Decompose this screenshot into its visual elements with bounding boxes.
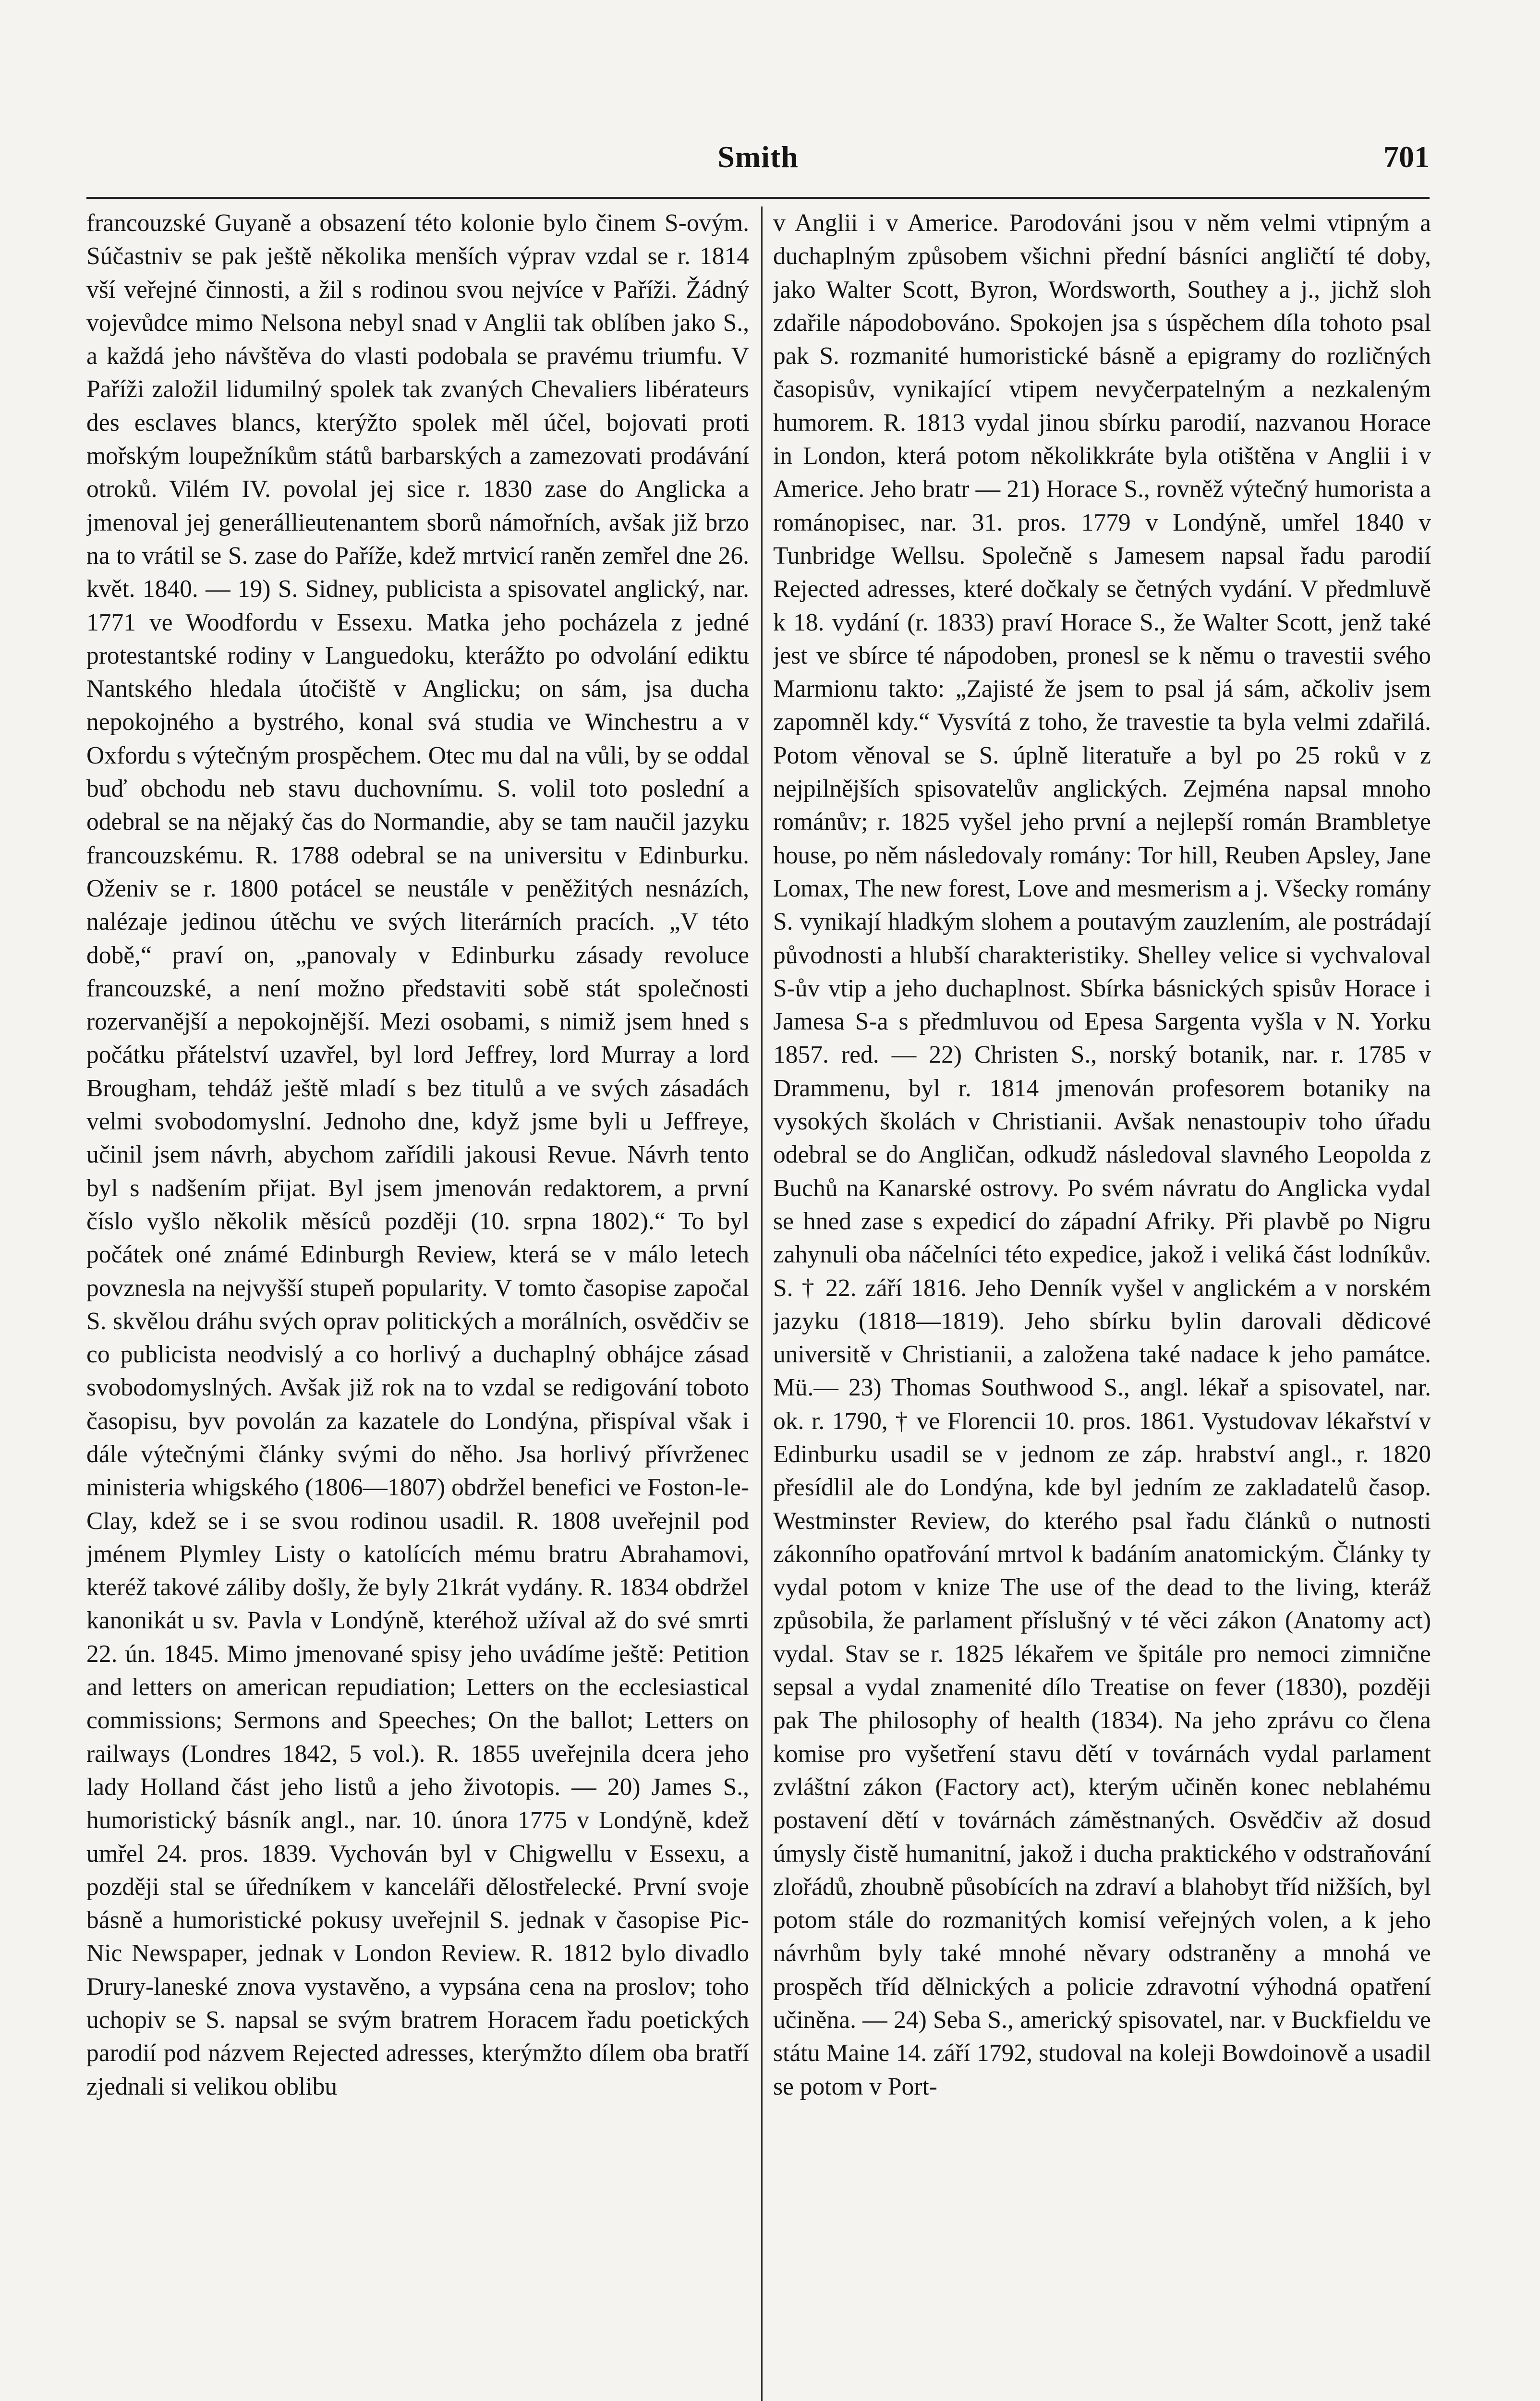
page-number: 701 [1383, 140, 1430, 174]
column-divider [761, 206, 763, 2401]
page-header [86, 139, 1430, 197]
right-column [773, 206, 1431, 2401]
right-column-text: v Anglii i v Americe. Parodováni jsou v něm velmi vtipným a duchaplným způsobem všichni přední básníci angličtí té doby, jako Walter Scott, Byron, Wordsworth, Southey a j., jichž sloh zdařile nápodobováno. Spokojen jsa s úspěchem díla tohoto psal pak S. rozmanité humoristické básně a epigramy do rozličných časopisův, vynikající vtipem nevyčerpatelným a nezkaleným humorem. R. 1813 vydal jinou sbírku parodií, nazvanou Horace in London, která potom několikkráte byla otištěna v Anglii i v Americe. Jeho bratr — 21) Horace S., rovněž výtečný humorista a románopisec, nar. 31. pros. 1779 v Londýně, umřel 1840 v Tunbridge Wellsu. Společně s Jamesem napsal řadu parodií Rejected adresses, které dočkaly se četných vydání. V předmluvě k 18. vydání (r. 1833) praví Horace S., že Walter Scott, jenž také jest ve sbírce té nápodoben, pronesl se k němu o travestii svého Marmionu takto: „Zajisté že jsem to psal já sám, ačkoliv jsem zapomněl kdy.“ Vysvítá z toho, že travestie ta byla velmi zdařilá. Potom věnoval se S. úplně literatuře a byl po 25 roků v z nejpilnějších spisovatelův anglických. Zejména napsal mnoho románův; r. 1825 vyšel jeho první a nejlepší román Brambletye house, po něm následovaly romány: Tor hill, Reuben Apsley, Jane Lomax, The new forest, Love and mesmerism a j. Všecky romány S. vynikají hladkým slohem a poutavým zauzlením, ale postrádají původnosti a hlubší charakteristiky. Shelley velice si vychvaloval S-ův vtip a jeho duchaplnost. Sbírka básnických spisův Horace i Jamesa S-a s předmluvou od Epesa Sargenta vyšla v N. Yorku 1857. red. — 22) Christen S., norský botanik, nar. r. 1785 v Drammenu, byl r. 1814 jmenován profesorem botaniky na vysokých školách v Christianii. Avšak nenastoupiv toho úřadu odebral se do Angličan, odkudž následoval slavného Leopolda z Buchů na Kanarské ostrovy. Po svém návratu do Anglicka vydal se hned zase s expedicí do západní Afriky. Při plavbě po Nigru zahynuli oba náčelníci této expedice, jakož i veliká část lodníkův. S. † 22. září 1816. Jeho Denník vyšel v anglickém a v norském jazyku (1818—1819). Jeho sbírku bylin darovali dědicové universitě v Christianii, a založena také nadace k jeho památce. Mü.— 23) Thomas Southwood S., angl. lékař a spisovatel, nar. ok. r. 1790, † ve Florencii 10. pros. 1861. Vystudovav lékařství v Edinburku usadil se v jednom ze záp. hrabství angl., r. 1820 přesídlil ale do Londýna, kde byl jedním ze zakladatelů časop. Westminster Review, do kterého psal řadu článků o nutnosti zákonního opatřování mrtvol k badáním anatomickým. Články ty vydal potom v knize The use of the dead to the living, kteráž způsobila, že parlament příslušný v té věci zákon (Anatomy act) vydal. Stav se r. 1825 lékařem ve špitále pro nemoci zimnične sepsal a vydal znamenité dílo Treatise on fever (1830), později pak The philosophy of health (1834). Na jeho zprávu co člena komise pro vyšetření stavu dětí v továrnách vydal parlament zvláštní zákon (Factory act), kterým učiněn konec neblahému postavení dětí v továrnách záměstnaných. Osvědčiv až dosud úmysly čistě humanitní, jakož i ducha praktického v odstraňování zlořádů, zhoubně působících na zdraví a blahobyt tříd nižších, byl potom stále do rozmanitých komisí veřejných volen, a k jeho návrhům byly také mnohé něvary odstraněny a mnohá ve prospěch tříd dělnických a policie zdravotní výhodná opatření učiněna. — 24) Seba S., americký spisovatel, nar. v Buckfieldu ve státu Maine 14. září 1792, studoval na koleji Bowdoinově a usadil se potom v Port- [773, 209, 1431, 2100]
page-title: Smith [717, 140, 799, 174]
header-divider [86, 197, 1430, 199]
left-column [86, 206, 749, 2401]
left-column-text: francouzské Guyaně a obsazení této kolonie bylo činem S-ovým. Súčastniv se pak ještě několika menších výprav vzdal se r. 1814 vší veřejné činnosti, a žil s rodinou svou nejvíce v Paříži. Žádný vojevůdce mimo Nelsona nebyl snad v Anglii tak oblíben jako S., a každá jeho návštěva do vlasti podobala se pravému triumfu. V Paříži založil lidumilný spolek tak zvaných Chevaliers libérateurs des esclaves blancs, kterýžto spolek měl účel, bojovati proti mořským loupežníkům států barbarských a zamezovati prodávání otroků. Vilém IV. povolal jej sice r. 1830 zase do Anglicka a jmenoval jej generállieutenantem sborů námořních, avšak již brzo na to vrátil se S. zase do Paříže, kdež mrtvicí raněn zemřel dne 26. květ. 1840. — 19) S. Sidney, publicista a spisovatel anglický, nar. 1771 ve Woodfordu v Essexu. Matka jeho pocházela z jedné protestantské rodiny v Languedoku, kterážto po odvolání ediktu Nantského hledala útočiště v Anglicku; on sám, jsa ducha nepokojného a bystrého, konal svá studia ve Winchestru a v Oxfordu s výtečným prospěchem. Otec mu dal na vůli, by se oddal buď obchodu neb stavu duchovnímu. S. volil toto poslední a odebral se na nějaký čas do Normandie, aby se tam naučil jazyku francouzskému. R. 1788 odebral se na universitu v Edinburku. Oženiv se r. 1800 potácel se neustále v peněžitých nesnázích, nalézaje jedinou útěchu ve svých literárních pracích. „V této době,“ praví on, „panovaly v Edinburku zásady revoluce francouzské, a není možno představiti sobě stát společnosti rozervanější a nepokojnější. Mezi osobami, s nimiž jsem hned s počátku přátelství uzavřel, byl lord Jeffrey, lord Murray a lord Brougham, tehdáž ještě mladí s bez titulů a ve svých zásadách velmi svobodomyslní. Jednoho dne, když jsme byli u Jeffreye, učinil jsem návrh, abychom zařídili jakousi Revue. Návrh tento byl s nadšením přijat. Byl jsem jmenován redaktorem, a první číslo vyšlo několik měsíců později (10. srpna 1802).“ To byl počátek oné známé Edinburgh Review, která se v málo letech povznesla na nejvyšší stupeň popularity. V tomto časopise započal S. skvělou dráhu svých oprav politických a morálních, osvědčiv se co publicista neodvislý a co horlivý a duchaplný obhájce zásad svobodomyslných. Avšak již rok na to vzdal se redigování toboto časopisu, byv povolán za kazatele do Londýna, přispíval však i dále výtečnými články svými do něho. Jsa horlivý přívrženec ministeria whigského (1806—1807) obdržel benefici ve Foston-le-Clay, kdež se i se svou rodinou usadil. R. 1808 uveřejnil pod jménem Plymley Listy o katolících mému bratru Abrahamovi, kteréž takové záliby došly, že byly 21krát vydány. R. 1834 obdržel kanonikát u sv. Pavla v Londýně, kteréhož užíval až do své smrti 22. ún. 1845. Mimo jmenované spisy jeho uvádíme ještě: Petition and letters on american repudiation; Letters on the ecclesiastical commissions; Sermons and Speeches; On the ballot; Letters on railways (Londres 1842, 5 vol.). R. 1855 uveřejnila dcera jeho lady Holland část jeho listů a jeho životopis. — 20) James S., humoristický básník angl., nar. 10. února 1775 v Londýně, kdež umřel 24. pros. 1839. Vychován byl v Chigwellu v Essexu, a později stal se úředníkem v kanceláři dělostřelecké. První svoje básně a humoristické pokusy uveřejnil S. jednak v časopise Pic-Nic Newspaper, jednak v London Review. R. 1812 bylo divadlo Drury-laneské znova vystavěno, a vypsána cena na proslov; toho uchopiv se S. napsal se svým bratrem Horacem řadu poetických parodií pod názvem Rejected adresses, kterýmžto dílem oba bratří zjednali si velikou oblibu [86, 209, 749, 2100]
